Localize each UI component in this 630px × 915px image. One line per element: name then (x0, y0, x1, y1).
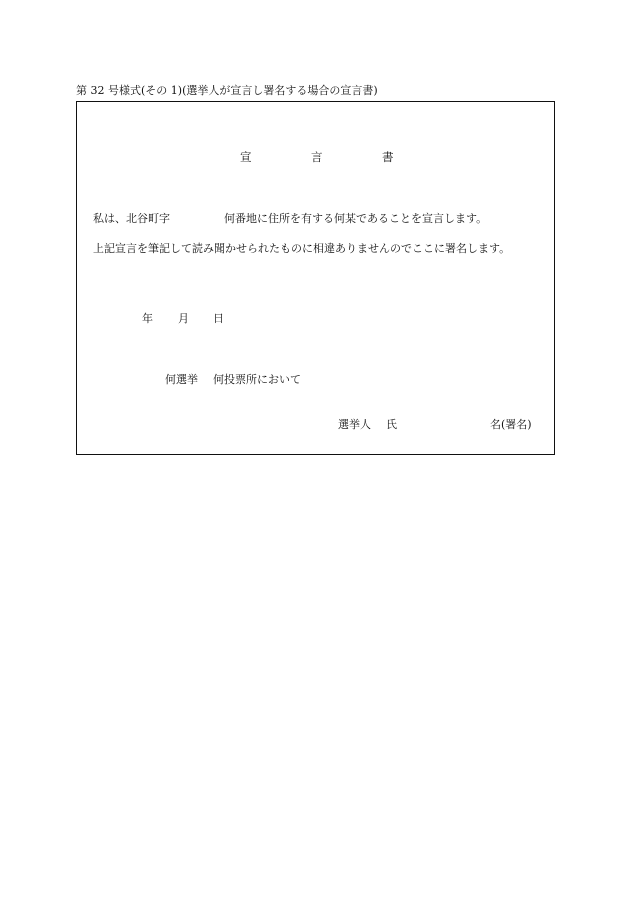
voter-label: 選挙人 (338, 418, 371, 431)
title-char-1: 宣 (240, 150, 252, 164)
declaration-line-2: 上記宣言を筆記して読み聞かせられたものに相違ありませんのでここに署名します。 (93, 242, 511, 255)
election-name: 何選挙 (165, 373, 198, 386)
polling-place: 何投票所において (213, 373, 301, 386)
form-caption: 第 32 号様式(その 1)(選挙人が宣言し署名する場合の宣言書) (76, 84, 378, 97)
date-day: 日 (213, 312, 224, 325)
title-char-3: 書 (382, 150, 394, 164)
declaration-prefix: 私は、北谷町字 (93, 212, 170, 225)
date-month: 月 (178, 312, 189, 325)
declaration-suffix: 何番地に住所を有する何某であることを宣言します。 (224, 212, 488, 225)
title-char-2: 言 (311, 150, 323, 164)
name-label-first: 氏 (386, 418, 397, 431)
name-label-second: 名(署名) (490, 418, 532, 431)
date-year: 年 (142, 312, 153, 325)
